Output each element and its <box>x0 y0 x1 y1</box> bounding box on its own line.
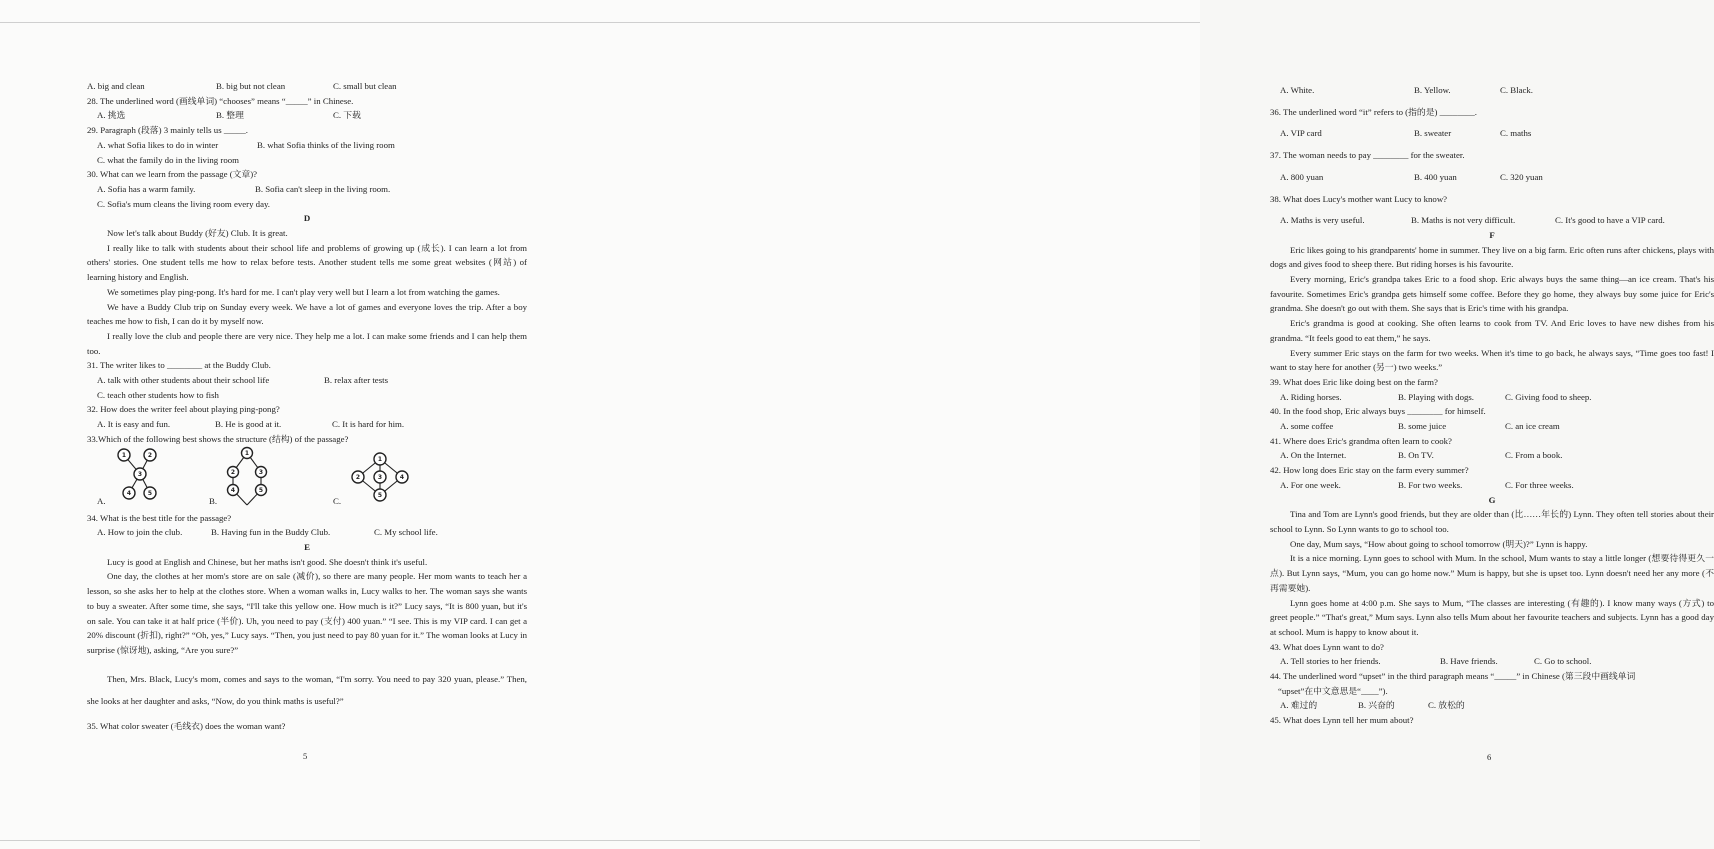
q44-stem-line-1: 44. The underlined word “upset” in the third paragraph means “_____” in Chinese (第三段中画线单词 <box>1270 671 1636 682</box>
q30-stem: 30. What can we learn from the passage (文章)? <box>87 169 258 180</box>
q40-options <box>1270 419 1714 434</box>
diagram-c <box>345 447 415 511</box>
q44-stem-line-2: “upset”在中文意思是“____”). <box>1278 685 1388 696</box>
q35-option-b: B. Yellow. <box>1414 85 1451 95</box>
diagram-b-node-1: 1 <box>244 449 250 457</box>
q29-option-a: A. what Sofia likes to do in winter <box>97 139 219 150</box>
passage-g-para-3: It is a nice morning. Lynn goes to school with Mum. In the school, Mum wants to stay a little longer (想要待得更久一点). But Lynn says, “Mum, you can go home now.” Mum is happy, but she is upset too. Lynn doesn't need her any more (不再需要她). <box>1270 553 1714 593</box>
q28-option-a: A. 挑选 <box>97 110 126 121</box>
q40-option-c: C. an ice cream <box>1505 421 1560 432</box>
passage-g-para-1: Tina and Tom are Lynn's good friends, but they are older than (比……年长的) Lynn. They often tell stories about their school to Lynn. So Lynn wants to go to school too. <box>1270 509 1714 534</box>
left-page-content <box>87 79 527 733</box>
section-f-heading: F <box>1489 229 1495 240</box>
q29-options <box>87 138 527 153</box>
right-page-content <box>1270 83 1714 728</box>
q42-option-a: A. For one week. <box>1280 479 1341 490</box>
q37-option-a: A. 800 yuan <box>1280 171 1324 182</box>
diagram-b-node-2: 2 <box>230 468 236 476</box>
page-number-right: 6 <box>1487 752 1492 762</box>
diagram-a-node-5: 5 <box>147 489 153 497</box>
q39-option-c: C. Giving food to sheep. <box>1505 391 1592 402</box>
diagram-b-node-4: 4 <box>230 486 236 494</box>
passage-f-para-2: Every morning, Eric's grandpa takes Eric to a food shop. Eric always buys the same thing—an ice cream. That's his favourite. Sometimes Eric's grandpa gets himself some coffee. Before they go home, they always buy some juice for Eric's grandma. She doesn't go out with them. She says that is Eric's time with his grandpa. <box>1270 274 1714 314</box>
q30-option-b: B. Sofia can't sleep in the living room. <box>255 183 391 194</box>
passage-f-para-3: Eric's grandma is good at cooking. She often learns to cook from TV. And Eric loves to have new dishes from his grandma. “It feels good to eat them,” he says. <box>1270 318 1714 343</box>
q37-stem: 37. The woman needs to pay ________ for the sweater. <box>1270 150 1465 161</box>
q32-option-a: A. It is easy and fun. <box>97 419 171 430</box>
q39-option-a: A. Riding horses. <box>1280 391 1342 402</box>
passage-d-para-1: Now let's talk about Buddy (好友) Club. It is great. <box>107 228 288 239</box>
diagram-c-node-4: 4 <box>399 473 405 481</box>
q35-stem: 35. What color sweater (毛线衣) does the woman want? <box>87 720 286 731</box>
page-top-edge <box>0 22 600 23</box>
q42-option-b: B. For two weeks. <box>1398 479 1463 490</box>
diagram-c-node-3: 3 <box>377 473 383 481</box>
q27-option-a: A. big and clean <box>87 81 145 91</box>
q38-option-a: A. Maths is very useful. <box>1280 215 1365 226</box>
q37-option-c: C. 320 yuan <box>1500 171 1543 182</box>
q27-options <box>87 79 527 94</box>
q44-option-b: B. 兴奋的 <box>1358 700 1395 711</box>
q37-options <box>1270 170 1714 185</box>
q40-stem: 40. In the food shop, Eric always buys ________ for himself. <box>1270 406 1486 417</box>
q31-stem: 31. The writer likes to ________ at the Buddy Club. <box>87 360 271 371</box>
passage-e-para-3: Then, Mrs. Black, Lucy's mom, comes and says to the woman, “I'm sorry. You need to pay 320 yuan, please.” Then, she looks at her daughter and asks, “Now, do you think maths is useful?” <box>87 673 527 706</box>
q41-option-a: A. On the Internet. <box>1280 450 1347 461</box>
q35-options <box>1270 83 1714 98</box>
passage-d-para-2: I really like to talk with students about their school life and problems of growing up (成长). I can learn a lot from others' stories. One student tells me how to relax before tests. Another student tells me some great websites (网站) of learning history and English. <box>87 242 527 283</box>
q44-option-c: C. 放松的 <box>1428 700 1465 711</box>
q30-option-c: C. Sofia's mum cleans the living room every day. <box>97 198 271 209</box>
q40-option-a: A. some coffee <box>1280 421 1334 432</box>
q36-option-a: A. VIP card <box>1280 128 1322 139</box>
q41-option-b: B. On TV. <box>1398 450 1434 461</box>
q37-option-b: B. 400 yuan <box>1414 171 1457 182</box>
q36-stem: 36. The underlined word “it” refers to (指的是) ________. <box>1270 106 1478 117</box>
q35-option-a: A. White. <box>1280 85 1315 95</box>
q34-options <box>87 525 527 540</box>
q38-option-c: C. It's good to have a VIP card. <box>1555 215 1665 226</box>
q32-option-b: B. He is good at it. <box>215 419 282 430</box>
passage-g-para-4: Lynn goes home at 4:00 p.m. She says to Mum, “The classes are interesting (有趣的). I know many ways (方式) to greet people.” “That's great,” Mum says. Lynn also tells Mum about her favourite teachers and subjects. Lynn has a good day at school. Mum is happy to know about it. <box>1270 597 1714 637</box>
q34-option-c: C. My school life. <box>374 527 438 538</box>
passage-f-para-4: Every summer Eric stays on the farm for two weeks. When it's time to go back, he always says, “Time goes too fast! I want to stay here for another (另一) two weeks.” <box>1270 347 1714 373</box>
q41-option-c: C. From a book. <box>1505 450 1563 461</box>
passage-d-para-4: We have a Buddy Club trip on Sunday every week. We have a lot of games and everyone loves the trip. After a boy teaches me how to fish, I can do it by myself now. <box>87 301 527 327</box>
q34-option-b: B. Having fun in the Buddy Club. <box>211 527 331 538</box>
q30-option-a: A. Sofia has a warm family. <box>97 183 196 194</box>
q38-stem: 38. What does Lucy's mother want Lucy to know? <box>1270 193 1448 204</box>
exam-page-right <box>600 0 1714 849</box>
q36-option-b: B. sweater <box>1414 128 1452 139</box>
q44-option-a: A. 难过的 <box>1280 700 1318 711</box>
q30-options <box>87 182 527 197</box>
q29-stem: 29. Paragraph (段落) 3 mainly tells us _____. <box>87 125 249 136</box>
page-bottom-edge <box>0 840 600 841</box>
passage-e-para-1: Lucy is good at English and Chinese, but her maths isn't good. She doesn't think it's useful. <box>107 556 428 567</box>
diagram-c-node-5: 5 <box>377 491 383 499</box>
q41-options <box>1270 448 1714 463</box>
q29-option-c: C. what the family do in the living room <box>97 154 239 165</box>
passage-d-para-3: We sometimes play ping-pong. It's hard for me. I can't play very well but I learn a lot from watching the games. <box>107 286 500 297</box>
diagram-c-node-1: 1 <box>377 455 383 463</box>
diagram-a-node-4: 4 <box>126 489 132 497</box>
q43-options <box>1270 654 1714 669</box>
exam-page-left <box>0 0 600 849</box>
q28-stem: 28. The underlined word (画线单词) “chooses” means “_____” in Chinese. <box>87 95 354 106</box>
q38-option-b: B. Maths is not very difficult. <box>1411 215 1516 226</box>
q39-options <box>1270 390 1714 405</box>
q42-options <box>1270 478 1714 493</box>
q45-stem: 45. What does Lynn tell her mum about? <box>1270 715 1414 726</box>
passage-e-para-2: One day, the clothes at her mom's store are on sale (减价), so there are many people. Her mom wants to teach her a lesson, so she asks her to help at the clothes store. When a woman walks in, Lucy walks to her. The woman says she wants to buy a sweater. After some time, she says, “I'll take this yellow one. How much is it?” Lucy says, “It is 800 yuan, but it's on sale. You can take it at half price (半价). Uh, you need to pay (支付) 400 yuan.” “I see. This is my VIP card. I can get a 20% discount (折扣), right?” “Oh, yes,” Lucy says. “Then, you just need to pay 80 yuan for it.” The woman looks at Lucy in surprise (惊讶地), asking, “Are you sure?” <box>87 571 527 655</box>
q28-option-c: C. 下载 <box>333 110 361 121</box>
q34-stem: 34. What is the best title for the passage? <box>87 512 232 523</box>
q28-options <box>87 108 527 123</box>
q43-option-b: B. Have friends. <box>1440 656 1498 667</box>
q32-options <box>87 417 527 432</box>
q28-option-b: B. 整理 <box>216 110 244 121</box>
q43-option-a: A. Tell stories to her friends. <box>1280 656 1381 667</box>
page-top-edge <box>600 22 1200 23</box>
section-e-heading: E <box>304 541 310 552</box>
q34-option-a: A. How to join the club. <box>97 527 183 538</box>
q29-option-b: B. what Sofia thinks of the living room <box>257 139 395 150</box>
diagram-a-node-1: 1 <box>121 451 127 459</box>
q44-options <box>1270 698 1714 713</box>
q33-label-c: C. <box>333 495 342 506</box>
q43-option-c: C. Go to school. <box>1534 656 1592 667</box>
diagram-b <box>222 447 272 511</box>
q31-option-c: C. teach other students how to fish <box>97 389 219 400</box>
q39-option-b: B. Playing with dogs. <box>1398 391 1475 402</box>
q33-structure-diagrams <box>87 447 527 511</box>
q32-option-c: C. It is hard for him. <box>332 419 405 430</box>
q31-options <box>87 373 527 388</box>
page-bottom-edge <box>600 840 1200 841</box>
page-number-left: 5 <box>303 751 308 761</box>
q35-option-c: C. Black. <box>1500 85 1533 95</box>
q38-options <box>1270 213 1714 228</box>
passage-d-para-5: I really love the club and people there are very nice. They help me a lot. I can make some friends and I can help them too. <box>87 330 527 356</box>
diagram-b-node-3: 3 <box>258 468 264 476</box>
q33-stem: 33.Which of the following best shows the structure (结构) of the passage? <box>87 433 349 444</box>
q42-stem: 42. How long does Eric stay on the farm every summer? <box>1270 465 1469 476</box>
q36-options <box>1270 126 1714 141</box>
section-d-heading: D <box>303 213 311 224</box>
q31-option-a: A. talk with other students about their school life <box>97 375 270 386</box>
q33-label-b: B. <box>209 495 218 506</box>
q27-option-b: B. big but not clean <box>216 81 286 91</box>
q32-stem: 32. How does the writer feel about playing ping-pong? <box>87 404 280 415</box>
diagram-a-node-3: 3 <box>137 470 143 478</box>
diagram-a <box>115 447 179 511</box>
passage-f-para-1: Eric likes going to his grandparents' home in summer. They live on a big farm. Eric often runs after chickens, plays with dogs and gives food to sheep there. But riding horses is his favourite. <box>1270 244 1714 270</box>
q41-stem: 41. Where does Eric's grandma often learn to cook? <box>1270 435 1452 446</box>
q36-option-c: C. maths <box>1500 128 1532 139</box>
q33-label-a: A. <box>97 495 106 506</box>
q39-stem: 39. What does Eric like doing best on the farm? <box>1270 376 1438 387</box>
passage-g-para-2: One day, Mum says, “How about going to school tomorrow (明天)?” Lynn is happy. <box>1290 538 1588 549</box>
q40-option-b: B. some juice <box>1398 421 1447 432</box>
diagram-b-node-5: 5 <box>258 486 264 494</box>
section-g-heading: G <box>1488 494 1496 505</box>
q27-option-c: C. small but clean <box>333 81 397 91</box>
q42-option-c: C. For three weeks. <box>1505 479 1574 490</box>
q31-option-b: B. relax after tests <box>324 375 388 386</box>
diagram-c-node-2: 2 <box>355 473 361 481</box>
q43-stem: 43. What does Lynn want to do? <box>1270 641 1384 652</box>
diagram-a-node-2: 2 <box>147 451 153 459</box>
